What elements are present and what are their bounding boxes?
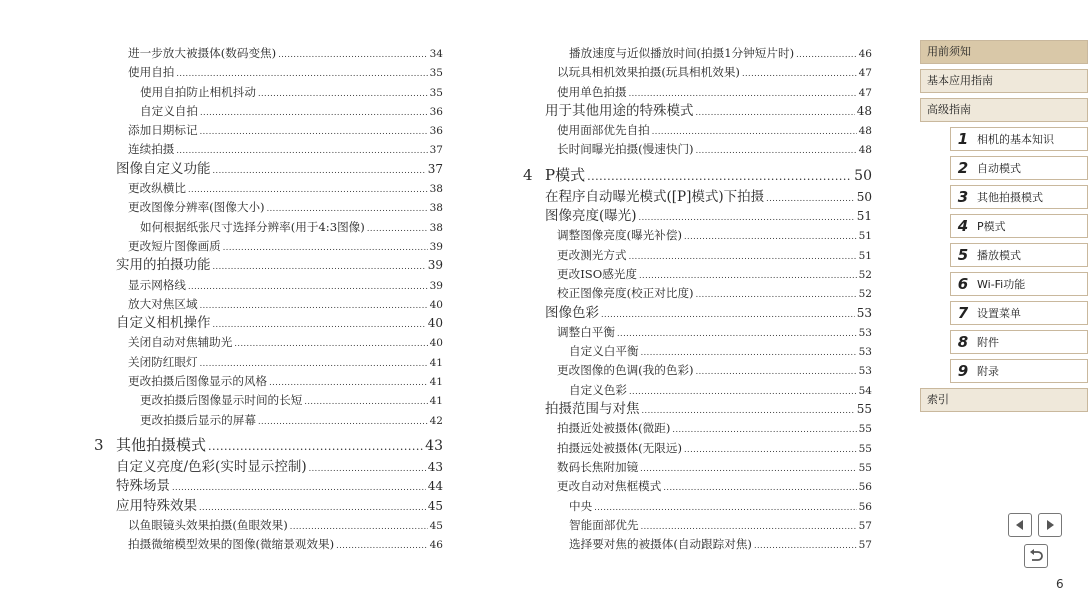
- toc-dot-leader: [304, 392, 427, 411]
- chapter-number-badge: 8: [957, 333, 969, 351]
- toc-dot-leader: [213, 257, 426, 276]
- sidebar-chapter-label: 相机的基本知识: [977, 133, 1054, 146]
- toc-entry[interactable]: [94, 372, 443, 391]
- toc-chapter-heading[interactable]: [523, 163, 872, 188]
- toc-dot-leader: [742, 64, 857, 83]
- toc-dot-leader: [696, 285, 857, 304]
- sidebar-chapters: [920, 127, 1088, 383]
- toc-entry-title: 如何根据纸张尺寸选择分辨率(用于4:3图像): [140, 219, 365, 234]
- toc-dot-leader: [629, 382, 857, 401]
- toc-page-number: 34: [429, 48, 443, 60]
- chapter-number-badge: 9: [957, 362, 969, 380]
- triangle-right-icon: [1043, 518, 1057, 532]
- toc-dot-leader: [754, 536, 857, 555]
- toc-entry-title: 以鱼眼镜头效果拍摄(鱼眼效果): [128, 517, 288, 532]
- toc-entry[interactable]: [523, 63, 872, 82]
- toc-page-number: 54: [858, 384, 872, 397]
- toc-dot-leader: [223, 238, 428, 257]
- toc-entry[interactable]: [94, 140, 443, 159]
- toc-dot-leader: [213, 315, 426, 334]
- sidebar-chapter-6[interactable]: [950, 272, 1088, 296]
- toc-dot-leader: [258, 84, 428, 103]
- toc-entry-title: 更改拍摄后图像显示的风格: [128, 374, 268, 389]
- toc-page-number: 51: [856, 209, 872, 224]
- page-nav: [1008, 513, 1062, 537]
- sidebar-chapter-label: Wi-Fi功能: [977, 278, 1026, 291]
- toc-entry-title: 放大对焦区域: [128, 296, 198, 311]
- toc-entry[interactable]: [94, 179, 443, 198]
- toc-entry[interactable]: [94, 353, 443, 372]
- toc-entry-title: 使用自拍防止相机抖动: [140, 84, 256, 99]
- toc-dot-leader: [176, 64, 427, 83]
- sidebar-chapter-9[interactable]: [950, 359, 1088, 383]
- toc-entry[interactable]: [523, 83, 872, 102]
- toc-entry[interactable]: [94, 198, 443, 217]
- toc-dot-leader: [234, 334, 427, 353]
- chapter-number-badge: 6: [957, 275, 969, 293]
- toc-entry-title: 拍摄微缩模型效果的图像(微缩景观效果): [128, 537, 335, 552]
- toc-dot-leader: [188, 180, 428, 199]
- toc-entry[interactable]: [523, 477, 872, 496]
- sidebar-chapter-2[interactable]: [950, 156, 1088, 180]
- chapter-number-badge: 1: [957, 130, 969, 148]
- toc-page-number: 47: [858, 86, 872, 99]
- toc-dot-leader: [642, 401, 855, 420]
- toc-entry-title: 拍摄近处被摄体(微距): [557, 421, 671, 436]
- toc-dot-leader: [629, 84, 857, 103]
- toc-dot-leader: [663, 478, 856, 497]
- sidebar-item-index[interactable]: 索引: [920, 388, 1088, 412]
- chapter-number-badge: 7: [957, 304, 969, 322]
- toc-entry[interactable]: [523, 516, 872, 535]
- toc-entry[interactable]: [94, 516, 443, 535]
- toc-entry-title: 自定义白平衡: [569, 344, 639, 359]
- toc-entry-title: 更改拍摄后显示的屏幕: [140, 412, 256, 427]
- toc-page-number: 55: [858, 442, 872, 455]
- toc-dot-leader: [684, 440, 857, 459]
- toc-entry-title: 使用面部优先自拍: [557, 123, 650, 138]
- toc-entry[interactable]: [94, 295, 443, 314]
- toc-dot-leader: [796, 45, 857, 64]
- triangle-left-icon: [1013, 518, 1027, 532]
- toc-dot-leader: [336, 536, 427, 555]
- sidebar-chapter-label: 播放模式: [977, 249, 1021, 262]
- toc-page-number: 45: [427, 498, 443, 513]
- toc-entry-title: 特殊场景: [116, 478, 170, 495]
- toc-page-number: 48: [858, 144, 872, 157]
- toc-page-number: 51: [858, 249, 872, 262]
- chapter-number: 4: [523, 165, 533, 184]
- toc-entry-title: 播放速度与近似播放时间(拍摄1分钟短片时): [569, 46, 795, 60]
- toc-dot-leader: [696, 103, 855, 122]
- toc-dot-leader: [269, 373, 427, 392]
- toc-page-number: 37: [429, 144, 443, 157]
- toc-page-number: 48: [856, 103, 872, 118]
- toc-dot-leader: [641, 517, 857, 536]
- toc-entry[interactable]: [94, 121, 443, 140]
- toc-dot-leader: [200, 354, 428, 373]
- toc-page-number: 53: [858, 326, 872, 339]
- toc-entry-title: 关闭防红眼灯: [128, 354, 198, 369]
- toc-dot-leader: [587, 164, 852, 189]
- toc-page-number: 43: [425, 437, 443, 454]
- toc-dot-leader: [278, 45, 427, 64]
- toc-entry-title: 更改测光方式: [557, 247, 627, 262]
- toc-entry-title: 自定义相机操作: [116, 315, 211, 332]
- toc-page-number: 46: [429, 539, 443, 552]
- toc-dot-leader: [641, 343, 857, 362]
- toc-entry-title: 调整白平衡: [557, 324, 615, 339]
- toc-entry[interactable]: [523, 342, 872, 361]
- toc-entry-title: 连续拍摄: [128, 142, 175, 157]
- toc-entry[interactable]: [94, 333, 443, 352]
- toc-page-number: 53: [858, 346, 872, 359]
- toc-entry-title: 应用特殊效果: [116, 497, 197, 514]
- return-arrow-icon: [1028, 548, 1044, 564]
- toc-entry-title: 更改短片图像画质: [128, 238, 221, 253]
- toc-entry-title: 显示网格线: [128, 277, 186, 292]
- sidebar-nav: [920, 40, 1088, 417]
- toc-page-number: 55: [858, 423, 872, 436]
- sidebar-chapter-1[interactable]: [950, 127, 1088, 151]
- toc-dot-leader: [208, 434, 423, 459]
- toc-page-number: 57: [858, 539, 872, 552]
- toc-dot-leader: [267, 199, 428, 218]
- toc-entry-title: 进一步放大被摄体(数码变焦): [128, 46, 277, 60]
- toc-dot-leader: [640, 459, 856, 478]
- toc-entry[interactable]: [523, 265, 872, 284]
- toc-entry-title: 更改拍摄后图像显示时间的长短: [140, 393, 303, 408]
- page-number: 6: [1056, 577, 1064, 591]
- chapter-number-badge: 2: [957, 159, 969, 177]
- sidebar-chapter-label: 附件: [977, 336, 999, 349]
- toc-entry-title: 更改自动对焦框模式: [557, 479, 662, 494]
- toc-entry-title: 校正图像亮度(校正对比度): [557, 286, 694, 301]
- toc-entry-title: 添加日期标记: [128, 123, 198, 138]
- toc-entry[interactable]: [523, 207, 872, 226]
- toc-page-number: 36: [429, 105, 443, 118]
- toc-entry[interactable]: [523, 188, 872, 207]
- toc-entry[interactable]: [94, 83, 443, 102]
- toc-page-number: 51: [858, 230, 872, 243]
- toc-entry[interactable]: [94, 535, 443, 554]
- toc-entry-title: 自定义色彩: [569, 382, 627, 397]
- toc-entry[interactable]: [523, 439, 872, 458]
- toc-page-number: 50: [854, 167, 872, 184]
- toc-entry-title: 自定义自拍: [140, 103, 198, 118]
- toc-entry[interactable]: [523, 226, 872, 245]
- toc-entry-title: 使用自拍: [128, 65, 175, 80]
- toc-dot-leader: [601, 305, 855, 324]
- toc-page-number: 41: [429, 376, 443, 389]
- toc-page-number: 35: [429, 86, 443, 99]
- toc-dot-leader: [258, 412, 428, 431]
- toc-entry-title: 图像自定义功能: [116, 160, 211, 177]
- toc-entry[interactable]: [94, 314, 443, 333]
- toc-entry-title: 其他拍摄模式: [116, 435, 207, 454]
- toc-entry[interactable]: [523, 246, 872, 265]
- toc-entry-title: 中央: [569, 498, 593, 513]
- sidebar-chapter-5[interactable]: [950, 243, 1088, 267]
- chapter-number-badge: 3: [957, 188, 969, 206]
- toc-page-number: 40: [429, 298, 443, 311]
- toc-dot-leader: [172, 478, 426, 497]
- toc-entry[interactable]: [523, 458, 872, 477]
- toc-entry[interactable]: [523, 284, 872, 303]
- toc-dot-leader: [594, 498, 856, 517]
- toc-dot-leader: [213, 161, 426, 180]
- sidebar-chapter-7[interactable]: [950, 301, 1088, 325]
- toc-dot-leader: [684, 227, 857, 246]
- toc-page-number: 52: [858, 288, 872, 301]
- toc-page-number: 43: [427, 459, 443, 474]
- toc-entry[interactable]: [523, 419, 872, 438]
- sidebar-chapter-label: 自动模式: [977, 162, 1021, 175]
- toc-entry[interactable]: [523, 140, 872, 159]
- toc-dot-leader: [652, 122, 857, 141]
- toc-dot-leader: [200, 122, 428, 141]
- toc-page-number: 41: [429, 395, 443, 408]
- next-page-button[interactable]: [1038, 513, 1062, 537]
- toc-entry[interactable]: [94, 497, 443, 516]
- toc-page-number: 48: [858, 125, 872, 138]
- toc-entry[interactable]: [94, 458, 443, 477]
- toc-page-number: 35: [429, 67, 443, 80]
- chapter-number-badge: 4: [957, 217, 969, 235]
- toc-page-number: 55: [858, 461, 872, 474]
- toc-page-number: 47: [858, 67, 872, 80]
- toc-page-number: 45: [429, 519, 443, 532]
- toc-right-column: [523, 44, 872, 554]
- toc-entry[interactable]: [94, 160, 443, 179]
- toc-dot-leader: [617, 324, 857, 343]
- toc-page-number: 53: [858, 365, 872, 378]
- toc-entry[interactable]: [94, 276, 443, 295]
- toc-page-number: 39: [429, 279, 443, 292]
- toc-dot-leader: [199, 498, 426, 517]
- toc-dot-leader: [290, 517, 428, 536]
- toc-page-number: 38: [429, 221, 443, 234]
- toc-page-number: 50: [856, 189, 872, 204]
- toc-entry-title: 以玩具相机效果拍摄(玩具相机效果): [557, 65, 740, 80]
- sidebar-chapter-3[interactable]: [950, 185, 1088, 209]
- toc-entry[interactable]: [523, 44, 872, 63]
- toc-entry[interactable]: [94, 391, 443, 410]
- toc-dot-leader: [629, 247, 857, 266]
- toc-page-number: 52: [858, 268, 872, 281]
- toc-entry-title: P模式: [545, 165, 586, 184]
- toc-entry-title: 使用单色拍摄: [557, 84, 627, 99]
- toc-entry[interactable]: [523, 304, 872, 323]
- toc-entry[interactable]: [94, 237, 443, 256]
- toc-entry-title: 关闭自动对焦辅助光: [128, 335, 233, 350]
- toc-entry-title: 选择要对焦的被摄体(自动跟踪对焦): [569, 537, 752, 552]
- toc-dot-leader: [200, 103, 428, 122]
- toc-page-number: 44: [427, 479, 443, 494]
- toc-entry-title: 在程序自动曝光模式([P]模式)下拍摄: [545, 188, 765, 205]
- chapter-number-badge: 5: [957, 246, 969, 264]
- toc-dot-leader: [696, 141, 857, 160]
- toc-dot-leader: [672, 420, 856, 439]
- toc-entry-title: 更改图像分辨率(图像大小): [128, 200, 265, 215]
- sidebar-chapter-label: 其他拍摄模式: [977, 191, 1043, 204]
- return-button[interactable]: [1024, 544, 1048, 568]
- toc-page-number: 40: [429, 337, 443, 350]
- toc-entry-title: 更改纵横比: [128, 181, 186, 196]
- toc-dot-leader: [639, 208, 855, 227]
- sidebar-chapter-8[interactable]: [950, 330, 1088, 354]
- sidebar-chapter-label: 设置菜单: [977, 307, 1021, 320]
- toc-page-number: 37: [427, 161, 443, 176]
- toc-page-number: 39: [427, 258, 443, 273]
- prev-page-button[interactable]: [1008, 513, 1032, 537]
- toc-page-number: 57: [858, 519, 872, 532]
- toc-entry-title: 图像色彩: [545, 304, 599, 321]
- toc-entry[interactable]: [94, 63, 443, 82]
- toc-entry-title: 拍摄远处被摄体(无限远): [557, 440, 682, 455]
- toc-entry-title: 用于其他用途的特殊模式: [545, 102, 694, 119]
- sidebar-item-basic-guide[interactable]: 基本应用指南: [920, 69, 1088, 93]
- toc-dot-leader: [309, 459, 426, 478]
- toc-entry-title: 更改图像的色调(我的色彩): [557, 363, 694, 378]
- toc-page-number: 41: [429, 356, 443, 369]
- sidebar-chapter-label: P模式: [977, 220, 1006, 233]
- toc-entry-title: 智能面部优先: [569, 517, 639, 532]
- sidebar-chapter-4[interactable]: [950, 214, 1088, 238]
- toc-entry-title: 调整图像亮度(曝光补偿): [557, 228, 682, 243]
- toc-entry-title: 长时间曝光拍摄(慢速快门): [557, 142, 694, 157]
- toc-dot-leader: [766, 189, 855, 208]
- toc-page-number: 38: [429, 202, 443, 215]
- toc-entry-title: 更改ISO感光度: [557, 266, 637, 281]
- toc-left-column: [94, 44, 443, 554]
- toc-page-number: 46: [858, 48, 872, 60]
- sidebar-item-before-use[interactable]: 用前须知: [920, 40, 1088, 64]
- toc-dot-leader: [176, 141, 427, 160]
- toc-page-number: 55: [856, 402, 872, 417]
- toc-entry-title: 图像亮度(曝光): [545, 208, 637, 225]
- toc-page-number: 40: [427, 316, 443, 331]
- toc-chapter-heading[interactable]: [94, 433, 443, 458]
- toc-entry[interactable]: [94, 477, 443, 496]
- toc-entry[interactable]: [94, 102, 443, 121]
- toc-entry[interactable]: [523, 121, 872, 140]
- toc-page-number: 39: [429, 240, 443, 253]
- toc-entry[interactable]: [523, 361, 872, 380]
- toc-entry[interactable]: [523, 102, 872, 121]
- toc-dot-leader: [639, 266, 857, 285]
- toc-entry[interactable]: [94, 411, 443, 430]
- toc-entry[interactable]: [523, 535, 872, 554]
- toc-page-number: 53: [856, 305, 872, 320]
- toc-page-number: 36: [429, 125, 443, 138]
- chapter-number: 3: [94, 435, 104, 454]
- toc-entry[interactable]: [94, 256, 443, 275]
- sidebar-item-advanced-guide[interactable]: 高级指南: [920, 98, 1088, 122]
- toc-entry-title: 数码长焦附加镜: [557, 459, 639, 474]
- toc-entry[interactable]: [523, 323, 872, 342]
- toc-page-number: 56: [858, 481, 872, 494]
- toc-entry-title: 自定义亮度/色彩(实时显示控制): [116, 458, 307, 475]
- toc-entry[interactable]: [94, 44, 443, 63]
- toc-entry[interactable]: [94, 218, 443, 237]
- toc-entry-title: 实用的拍摄功能: [116, 257, 211, 274]
- toc-page-number: 38: [429, 183, 443, 196]
- toc-entry[interactable]: [523, 497, 872, 516]
- toc-page-number: 42: [429, 414, 443, 427]
- toc-entry-title: 拍摄范围与对焦: [545, 401, 640, 418]
- toc-dot-leader: [200, 296, 428, 315]
- toc-dot-leader: [367, 219, 428, 238]
- toc-entry[interactable]: [523, 400, 872, 419]
- sidebar-chapter-label: 附录: [977, 365, 999, 378]
- toc-dot-leader: [188, 277, 428, 296]
- toc-entry[interactable]: [523, 381, 872, 400]
- toc-dot-leader: [696, 362, 857, 381]
- toc-page-number: 56: [858, 500, 872, 513]
